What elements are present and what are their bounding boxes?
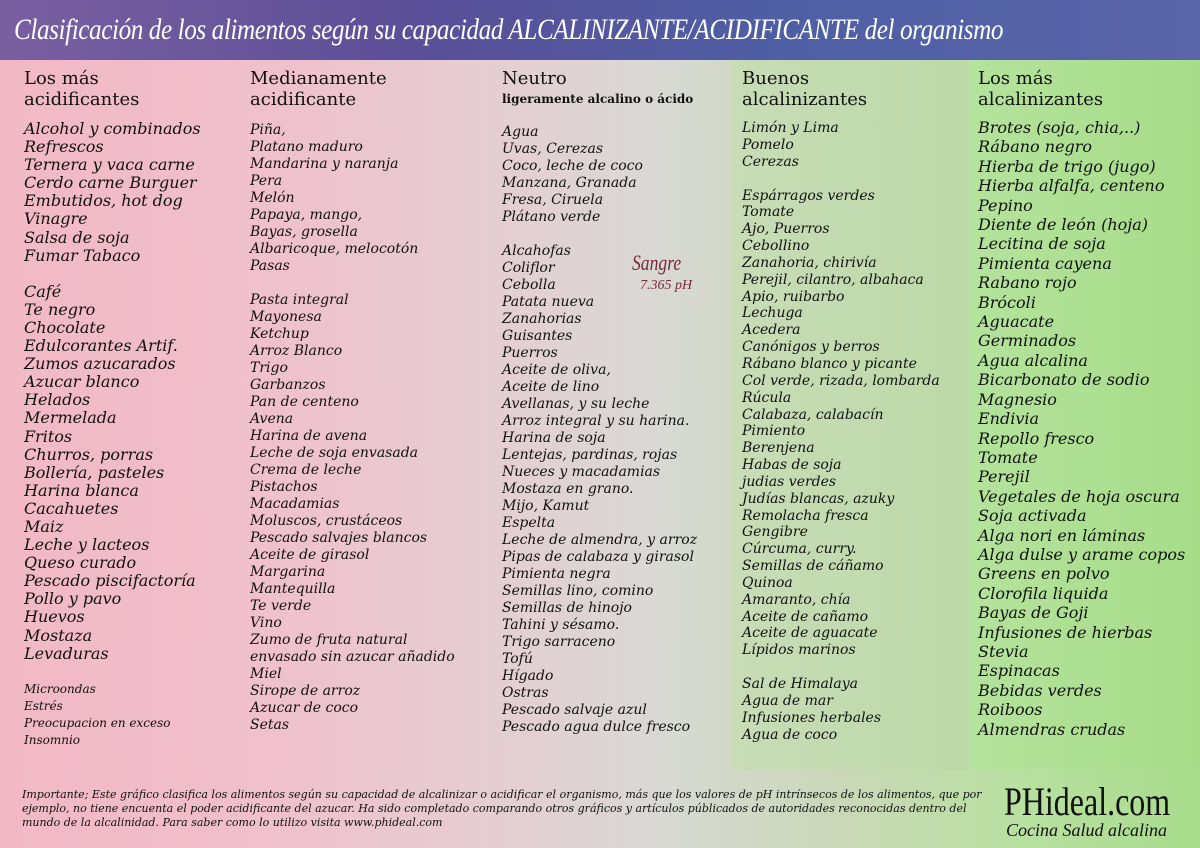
column-heading-line: Los más: [978, 68, 1053, 89]
food-item: Tahini y sésamo.: [502, 617, 620, 633]
food-item: Infusiones herbales: [742, 709, 882, 726]
food-item: Pepino: [978, 195, 1033, 215]
food-item: Diente de león (hoja): [978, 215, 1149, 235]
food-item: Agua de mar: [742, 693, 833, 709]
column-heading-line: alcalinizantes: [978, 89, 1104, 110]
food-item: Hierba alfalfa, centeno: [978, 176, 1165, 196]
food-item: Huevos: [24, 607, 85, 627]
food-item: Ajo, Puerros: [742, 221, 830, 238]
food-item: Pimienta cayena: [978, 253, 1112, 273]
food-group: [24, 120, 201, 265]
food-item: Pasta integral: [250, 292, 349, 308]
food-group: [502, 243, 697, 736]
food-item: judias verdes: [742, 473, 837, 490]
food-item: Fresa, Ciruela: [502, 192, 604, 208]
food-item: Endivia: [978, 409, 1040, 429]
food-item: Cerdo carne Burguer: [24, 173, 197, 193]
food-item: Pescado salvajes blancos: [250, 530, 428, 546]
food-item: Bicarbonato de sodio: [978, 370, 1150, 390]
food-item: Remolacha fresca: [742, 507, 869, 524]
food-item: Pan de centeno: [250, 394, 359, 410]
food-item: Col verde, rizada, lombarda: [742, 372, 940, 389]
food-item: Alga dulse y arame copos: [978, 544, 1186, 564]
food-item: Espelta: [502, 515, 556, 531]
food-item: Repollo fresco: [978, 428, 1095, 448]
food-item: Azucar de coco: [250, 700, 359, 716]
food-item: Leche y lacteos: [24, 535, 150, 555]
food-item: Zumo de fruta natural: [250, 632, 408, 648]
food-item: Edulcorantes Artif.: [24, 336, 178, 356]
food-item: Bayas de Goji: [978, 603, 1089, 623]
column-medium-acidifying: [250, 68, 455, 734]
food-item: Zumos azucarados: [24, 354, 176, 374]
food-item: Margarina: [250, 564, 326, 580]
food-item: Infusiones de hierbas: [978, 622, 1153, 642]
food-item: Mantequilla: [250, 581, 336, 597]
food-item: Azucar blanco: [24, 372, 140, 392]
food-item: Lecitina de soja: [978, 234, 1106, 254]
food-item: Habas de soja: [742, 457, 842, 474]
column-heading-line: Neutro: [502, 68, 567, 89]
column-heading: [250, 68, 455, 110]
food-item: Tofú: [502, 651, 533, 667]
food-item: Alga nori en láminas: [978, 525, 1146, 545]
food-item: Te verde: [250, 598, 312, 614]
food-item: Judías blancas, azuky: [742, 490, 895, 507]
food-item: Clorofila liquida: [978, 583, 1109, 603]
food-item: Harina de soja: [502, 430, 606, 446]
column-heading-line: alcalinizantes: [742, 89, 868, 110]
food-item: Semillas de hinojo: [502, 600, 632, 616]
food-item: Mayonesa: [250, 309, 322, 325]
food-item: Cúrcuma, curry.: [742, 541, 857, 558]
food-item: Avena: [250, 411, 294, 427]
food-item: Trigo sarraceno: [502, 634, 616, 650]
food-group: [24, 681, 201, 749]
column-heading-line: Los más: [24, 68, 99, 89]
food-item: Rábano blanco y picante: [742, 355, 917, 372]
food-item: Stevia: [978, 641, 1029, 661]
food-list: [978, 118, 1185, 739]
food-item: Aguacate: [978, 312, 1055, 332]
food-item: Limón y Lima: [742, 120, 839, 136]
food-item: Canónigos y berros: [742, 339, 880, 356]
food-item: Macadamias: [250, 496, 340, 512]
food-item: Uvas, Cerezas: [502, 141, 604, 157]
food-group: [742, 120, 940, 171]
food-item: Bollería, pasteles: [24, 462, 165, 482]
food-item: Aceite de aguacate: [742, 625, 878, 642]
food-item: Levaduras: [24, 643, 109, 663]
food-item: Nueces y macadamias: [502, 464, 661, 480]
food-item: Pomelo: [742, 136, 794, 153]
food-item: Pera: [250, 173, 283, 189]
food-item: Sirope de arroz: [250, 683, 361, 699]
food-item: Berenjena: [742, 440, 815, 457]
food-item: Pescado agua dulce fresco: [502, 719, 691, 735]
food-item: Pipas de calabaza y girasol: [502, 549, 694, 565]
food-item: Rábano negro: [978, 137, 1093, 157]
food-item: Churros, porras: [24, 444, 154, 464]
food-group: [742, 676, 940, 743]
food-item: Semillas de cáñamo: [742, 558, 884, 575]
food-item: Vino: [250, 615, 282, 631]
food-item: Roiboos: [978, 700, 1043, 720]
food-item: Albaricoque, melocotón: [250, 241, 419, 257]
food-item: Setas: [250, 717, 290, 733]
food-item: Lechuga: [742, 305, 803, 322]
food-item: Gengibre: [742, 524, 808, 541]
food-item: Vinagre: [24, 209, 88, 229]
food-item: Lentejas, pardinas, rojas: [502, 447, 678, 463]
food-list: [502, 124, 697, 736]
food-item: Maiz: [24, 516, 64, 536]
food-item: Arroz Blanco: [250, 343, 343, 359]
column-subheading: ligeramente alcalino o ácido: [502, 92, 694, 106]
column-most-acidifying: [24, 68, 201, 749]
food-item: Preocupacion en exceso: [24, 715, 171, 730]
food-item: Te negro: [24, 299, 96, 319]
food-list: [742, 120, 940, 744]
food-list: [250, 122, 455, 734]
food-item: Quinoa: [742, 574, 793, 591]
column-heading-line: Buenos: [742, 68, 810, 89]
brand-logo: PHideal.com: [1004, 779, 1171, 824]
food-item: Pescado salvaje azul: [502, 702, 647, 718]
food-item: Fumar Tabaco: [24, 245, 141, 265]
food-item: Miel: [250, 666, 282, 682]
food-item: Cebollino: [742, 238, 810, 255]
food-item: Leche de soja envasada: [250, 445, 419, 461]
food-item: Tomate: [978, 447, 1038, 467]
food-item: Hierba de trigo (jugo): [978, 156, 1156, 176]
food-item: Harina de avena: [250, 428, 368, 444]
blood-label: Sangre: [632, 250, 682, 275]
food-item: Ternera y vaca carne: [24, 155, 195, 175]
food-item: Pasas: [250, 258, 290, 274]
food-item: Refrescos: [24, 137, 104, 157]
food-item: Mandarina y naranja: [250, 156, 399, 172]
food-item: Aceite de lino: [502, 379, 600, 395]
food-item: Rúcula: [742, 389, 792, 406]
food-item: Bebidas verdes: [978, 680, 1102, 700]
food-item: Agua de coco: [742, 726, 838, 743]
food-group: [250, 122, 455, 275]
food-item: Pescado piscifactoría: [24, 571, 196, 591]
food-item: Harina blanca: [24, 480, 139, 500]
food-item: Leche de almendra, y arroz: [502, 532, 698, 548]
food-item: Hígado: [502, 668, 554, 684]
food-item: Cerezas: [742, 153, 799, 170]
food-item: Plátano verde: [502, 209, 601, 225]
food-item: Manzana, Granada: [502, 175, 637, 191]
food-item: Café: [24, 281, 62, 301]
food-item: Agua alcalina: [978, 350, 1088, 370]
food-group: [978, 118, 1185, 739]
food-item: Alcahofas: [502, 243, 571, 259]
food-item: Estrés: [24, 698, 63, 713]
food-item: Semillas lino, comino: [502, 583, 654, 599]
food-item: Pistachos: [250, 479, 318, 495]
food-group: [742, 188, 940, 660]
food-item: Platano maduro: [250, 139, 363, 155]
food-item: Greens en polvo: [978, 564, 1110, 584]
food-item: Calabaza, calabacín: [742, 406, 884, 423]
column-most-alkalizing: [978, 68, 1185, 739]
footnote: Importante; Este gráfico clasifica los alimentos según su capacidad de alcalinizar o acidificar el organismo, más que los valores de pH intrínsecos de los alimentos, que por ejemplo, no tiene encuenta el poder acidificante del azucar. Ha sido completado comparando otros gráficos y artículos públicados de autoridades reconocidas dentro del mundo de la alcalinidad. Para saber como lo utilizo visita www.phideal.com: [22, 788, 982, 829]
food-item: Ostras: [502, 685, 549, 701]
food-group: [24, 283, 201, 663]
food-item: Moluscos, crustáceos: [250, 513, 403, 529]
column-heading: [502, 68, 697, 110]
food-item: Cebolla: [502, 277, 556, 293]
food-item: Chocolate: [24, 317, 106, 337]
column-neutral: [502, 68, 697, 736]
food-item: Amaranto, chía: [742, 591, 851, 608]
food-item: Avellanas, y su leche: [502, 396, 650, 412]
column-heading: [978, 68, 1185, 110]
food-item: Microondas: [24, 681, 96, 696]
food-item: Queso curado: [24, 553, 137, 573]
column-heading: [742, 68, 940, 110]
column-heading: [24, 68, 201, 110]
column-good-alkalizing: [742, 68, 940, 744]
food-item: Lípidos marinos: [742, 642, 856, 659]
food-item: Mostaza: [24, 625, 93, 645]
food-item: Germinados: [978, 331, 1077, 351]
blood-ph: 7.365 pH: [640, 278, 693, 293]
food-item: Pollo y pavo: [24, 589, 122, 609]
food-item: Alcohol y combinados: [24, 119, 201, 138]
food-item: Piña,: [250, 122, 286, 138]
food-item: Salsa de soja: [24, 227, 130, 247]
food-item: envasado sin azucar añadido: [250, 649, 455, 665]
food-item: Garbanzos: [250, 377, 326, 393]
food-item: Aceite de oliva,: [502, 362, 611, 378]
food-item: Perejil, cilantro, albahaca: [742, 271, 924, 288]
food-item: Acedera: [742, 322, 801, 339]
food-item: Zanahoria, chirivía: [742, 254, 877, 271]
food-item: Espárragos verdes: [742, 187, 875, 204]
food-item: Sal de Himalaya: [742, 676, 858, 693]
food-item: Cacahuetes: [24, 498, 119, 518]
food-item: Trigo: [250, 360, 288, 376]
column-heading-line: acidificantes: [24, 89, 140, 110]
column-heading-line: acidificante: [250, 89, 357, 110]
food-item: Aceite de girasol: [250, 547, 370, 563]
food-item: Fritos: [24, 426, 73, 446]
food-item: Rabano rojo: [978, 273, 1077, 293]
food-item: Vegetales de hoja oscura: [978, 486, 1180, 506]
page-title: Clasificación de los alimentos según su capacidad ALCALINIZANTE/ACIDIFICANTE del organismo: [14, 13, 1004, 46]
food-item: Pimienta negra: [502, 566, 611, 582]
food-item: Aceite de cañamo: [742, 608, 869, 625]
food-item: Melón: [250, 190, 295, 206]
food-item: Mostaza en grano.: [502, 481, 634, 497]
food-item: Arroz integral y su harina.: [502, 413, 690, 429]
food-item: Insomnio: [24, 732, 81, 747]
food-item: Coco, leche de coco: [502, 158, 643, 174]
food-item: Agua: [502, 124, 539, 140]
food-item: Puerros: [502, 345, 558, 361]
food-item: Soja activada: [978, 506, 1087, 526]
food-item: Brócoli: [978, 292, 1036, 312]
food-item: Tomate: [742, 204, 795, 221]
food-group: [502, 124, 697, 226]
food-item: Patata nueva: [502, 294, 595, 310]
food-item: Crema de leche: [250, 462, 362, 478]
food-item: Espinacas: [978, 661, 1060, 681]
food-list: [24, 120, 201, 749]
food-item: Embutidos, hot dog: [24, 191, 183, 211]
food-item: Perejil: [978, 467, 1030, 487]
food-item: Magnesio: [978, 389, 1057, 409]
food-item: Guisantes: [502, 328, 573, 344]
food-item: Bayas, grosella: [250, 224, 358, 240]
food-item: Apio, ruibarbo: [742, 288, 845, 305]
food-item: Zanahorias: [502, 311, 582, 327]
food-item: Almendras crudas: [978, 719, 1126, 739]
food-item: Coliflor: [502, 260, 555, 276]
column-heading-line: Medianamente: [250, 68, 387, 89]
food-item: Mijo, Kamut: [502, 498, 590, 514]
food-item: Pimiento: [742, 423, 806, 440]
food-group: [250, 292, 455, 734]
food-item: Ketchup: [250, 326, 309, 342]
food-item: Mermelada: [24, 408, 117, 428]
food-item: Brotes (soja, chia,..): [978, 118, 1141, 137]
brand-tagline: Cocina Salud alcalina: [1006, 820, 1167, 840]
food-item: Helados: [24, 390, 91, 410]
food-item: Papaya, mango,: [250, 207, 363, 223]
